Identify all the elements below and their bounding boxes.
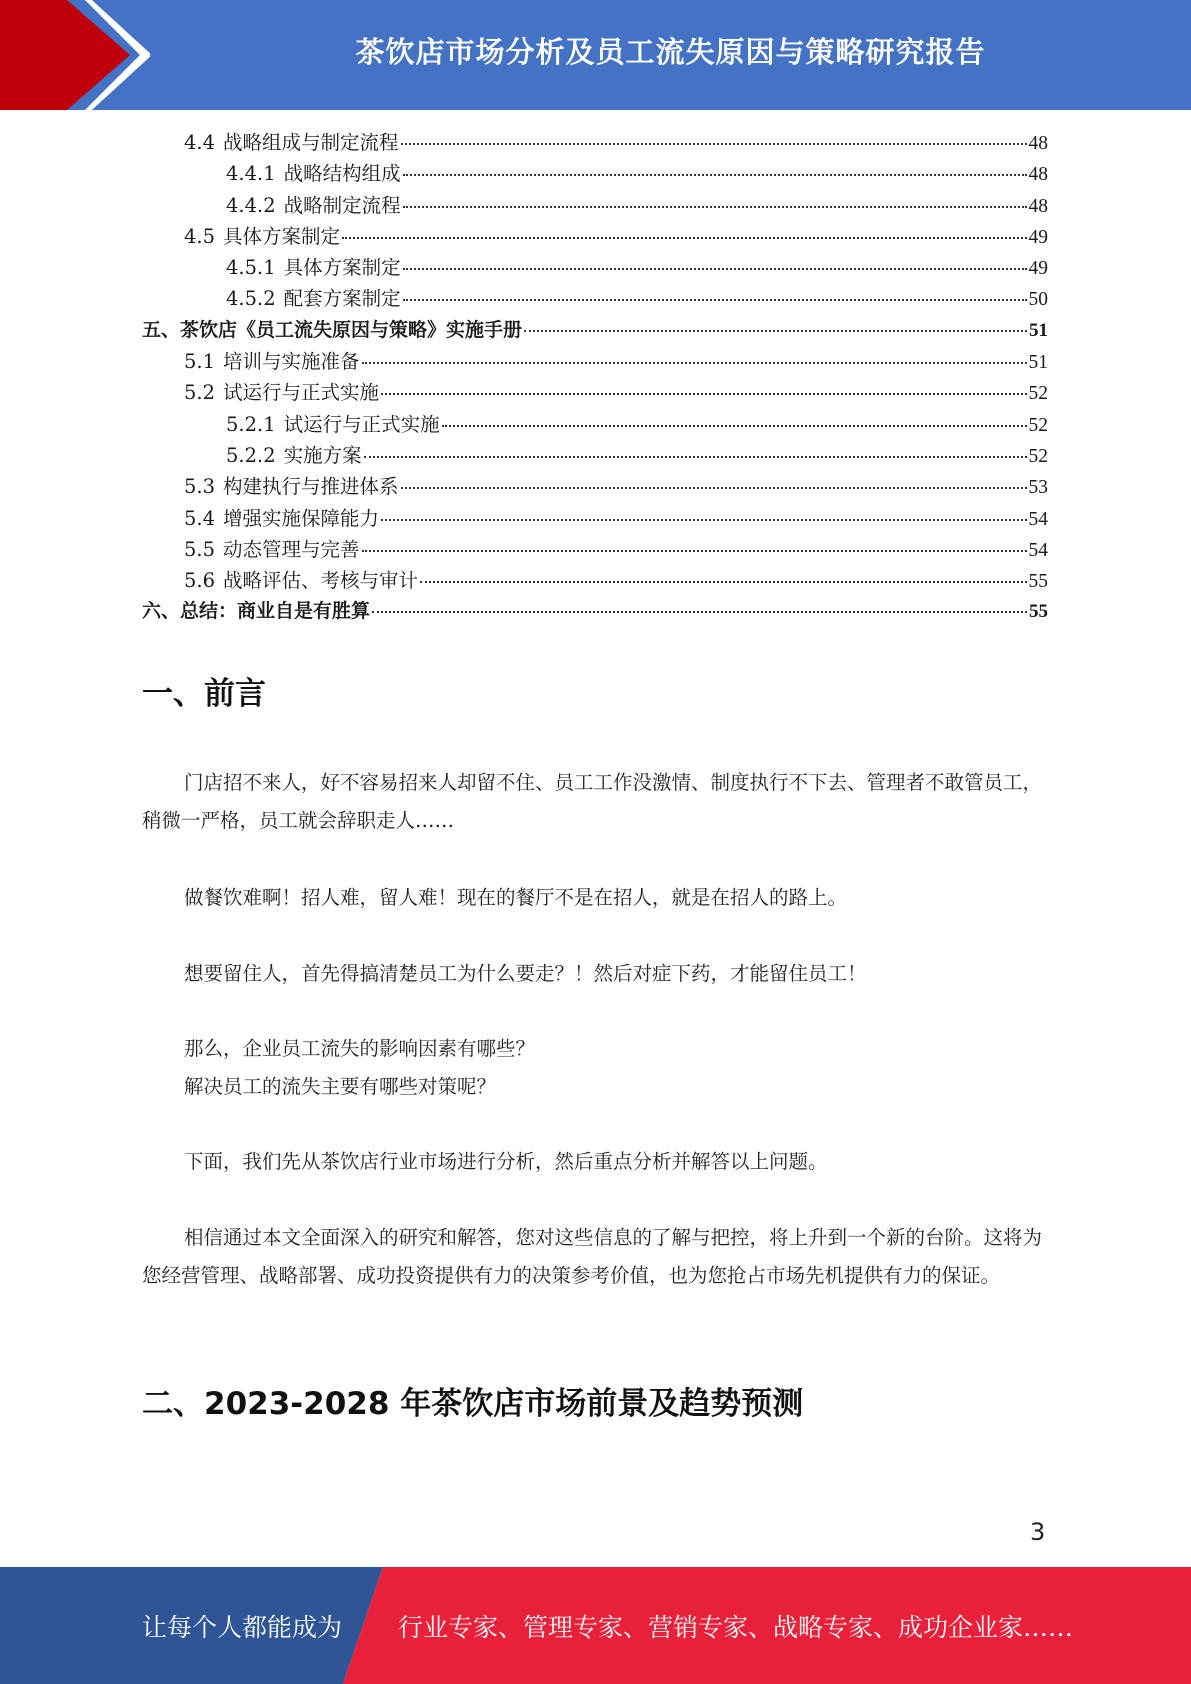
- footer-slogan-left: 让每个人都能成为: [142, 1612, 343, 1642]
- toc-entry-title: 构建执行与推进体系: [223, 475, 399, 499]
- toc-entry-number: 4.5.1: [226, 256, 276, 280]
- toc-entry-title: 战略组成与制定流程: [223, 131, 399, 154]
- toc-entry-title: 试运行与正式实施: [223, 381, 380, 405]
- toc-entry-number: 4.4: [184, 131, 216, 154]
- toc-dot-leader: [403, 174, 1027, 176]
- toc-dot-leader: [362, 362, 1027, 364]
- toc-entry-number: 5.4: [184, 506, 216, 530]
- toc-entry[interactable]: [142, 252, 1048, 283]
- toc-dot-leader: [362, 550, 1027, 552]
- toc-entry[interactable]: [142, 315, 1048, 346]
- footer-slogan-right: 行业专家、管理专家、营销专家、战略专家、成功企业家……: [398, 1612, 1074, 1642]
- table-of-contents: [142, 127, 1048, 628]
- toc-dot-leader: [403, 206, 1027, 208]
- toc-entry-title: 实施方案: [283, 443, 362, 467]
- toc-entry-number: 5.1: [184, 350, 216, 374]
- toc-entry[interactable]: [142, 534, 1048, 565]
- toc-entry-number: 5.2: [184, 381, 216, 405]
- toc-entry-title: 战略评估、考核与审计: [223, 569, 419, 593]
- toc-entry-title: 战略制定流程: [283, 193, 401, 217]
- toc-entry[interactable]: [142, 346, 1048, 377]
- toc-dot-leader: [524, 330, 1027, 332]
- toc-entry-page: 52: [1028, 445, 1048, 467]
- section-heading-preface: 一、前言: [142, 676, 266, 712]
- toc-entry-number: 5.5: [184, 537, 216, 561]
- toc-entry-title: 配套方案制定: [283, 287, 401, 311]
- toc-entry-title: 试运行与正式实施: [283, 412, 440, 436]
- toc-entry-page: 51: [1029, 319, 1048, 341]
- toc-entry-number: 4.5: [184, 224, 216, 248]
- toc-dot-leader: [442, 425, 1027, 427]
- toc-entry[interactable]: [142, 503, 1048, 534]
- page-header: [0, 0, 1191, 110]
- toc-entry[interactable]: [142, 409, 1048, 440]
- toc-entry-page: 49: [1028, 258, 1048, 280]
- page-number: 3: [1030, 1518, 1046, 1546]
- toc-entry-number: 4.5.2: [226, 287, 276, 311]
- toc-entry-title: 增强实施保障能力: [223, 506, 380, 530]
- toc-entry[interactable]: [142, 471, 1048, 502]
- page-footer: [0, 1567, 1191, 1684]
- paragraph: 门店招不来人，好不容易招来人却留不住、员工工作没激情、制度执行不下去、管理者不敢管员工，稍微一严格，员工就会辞职走人……: [142, 771, 1043, 832]
- toc-entry-page: 52: [1028, 383, 1048, 405]
- toc-dot-leader: [403, 268, 1027, 270]
- toc-entry-page: 48: [1028, 195, 1048, 217]
- toc-entry[interactable]: [142, 565, 1048, 596]
- toc-entry-page: 54: [1028, 508, 1048, 530]
- toc-dot-leader: [372, 611, 1027, 613]
- report-title: 茶饮店市场分析及员工流失原因与策略研究报告: [355, 34, 986, 69]
- toc-entry-page: 55: [1028, 571, 1048, 593]
- toc-entry-title: 五、茶饮店《员工流失原因与策略》实施手册: [142, 318, 523, 341]
- toc-entry-page: 52: [1028, 414, 1048, 436]
- toc-entry[interactable]: [142, 283, 1048, 314]
- toc-entry-number: 5.2.2: [226, 443, 276, 467]
- toc-entry-title: 培训与实施准备: [223, 350, 360, 374]
- toc-dot-leader: [403, 299, 1027, 301]
- paragraph: 解决员工的流失主要有哪些对策呢？: [184, 1075, 497, 1098]
- toc-entry-page: 54: [1028, 539, 1048, 561]
- toc-entry[interactable]: [142, 596, 1048, 627]
- toc-entry[interactable]: [142, 190, 1048, 221]
- paragraph: 相信通过本文全面深入的研究和解答，您对这些信息的了解与把控，将上升到一个新的台阶。这将为您经营管理、战略部署、成功投资提供有力的决策参考价值，也为您抢占市场先机提供有力的保证。: [142, 1226, 1043, 1287]
- toc-entry-page: 51: [1028, 352, 1048, 374]
- toc-entry[interactable]: [142, 158, 1048, 189]
- toc-entry-page: 48: [1028, 133, 1048, 154]
- toc-entry-title: 六、总结：商业自是有胜算: [142, 600, 371, 623]
- toc-dot-leader: [342, 237, 1026, 239]
- toc-entry-number: 4.4.2: [226, 193, 276, 217]
- toc-entry-page: 50: [1028, 289, 1048, 311]
- paragraph: 想要留住人，首先得搞清楚员工为什么要走？！然后对症下药，才能留住员工！: [184, 962, 867, 985]
- header-chevron-decoration: [0, 0, 200, 110]
- paragraph: 那么，企业员工流失的影响因素有哪些？: [184, 1037, 536, 1060]
- toc-entry-number: 5.2.1: [226, 412, 276, 436]
- toc-entry-page: 53: [1028, 477, 1048, 499]
- toc-entry-page: 55: [1029, 601, 1048, 623]
- toc-dot-leader: [420, 581, 1026, 583]
- toc-entry[interactable]: [142, 127, 1048, 158]
- toc-entry-page: 48: [1028, 164, 1048, 186]
- toc-entry-number: 4.4.1: [226, 162, 276, 186]
- toc-entry[interactable]: [142, 221, 1048, 252]
- toc-entry-title: 具体方案制定: [223, 224, 341, 248]
- toc-entry-page: 49: [1028, 226, 1048, 248]
- toc-dot-leader: [381, 519, 1026, 521]
- paragraph: 做餐饮难啊！招人难，留人难！现在的餐厅不是在招人，就是在招人的路上。: [184, 886, 848, 909]
- toc-entry[interactable]: [142, 377, 1048, 408]
- section-heading-market-outlook: 二、2023-2028 年茶饮店市场前景及趋势预测: [142, 1386, 804, 1422]
- toc-entry-number: 5.6: [184, 569, 216, 593]
- toc-dot-leader: [364, 456, 1027, 458]
- toc-entry-number: 5.3: [184, 475, 216, 499]
- toc-entry-title: 动态管理与完善: [223, 537, 360, 561]
- toc-entry[interactable]: [142, 440, 1048, 471]
- toc-dot-leader: [401, 487, 1027, 489]
- toc-entry-title: 战略结构组成: [283, 162, 401, 186]
- paragraph: 下面，我们先从茶饮店行业市场进行分析，然后重点分析并解答以上问题。: [184, 1150, 828, 1173]
- toc-dot-leader: [381, 393, 1026, 395]
- toc-dot-leader: [401, 143, 1027, 145]
- toc-entry-title: 具体方案制定: [283, 256, 401, 280]
